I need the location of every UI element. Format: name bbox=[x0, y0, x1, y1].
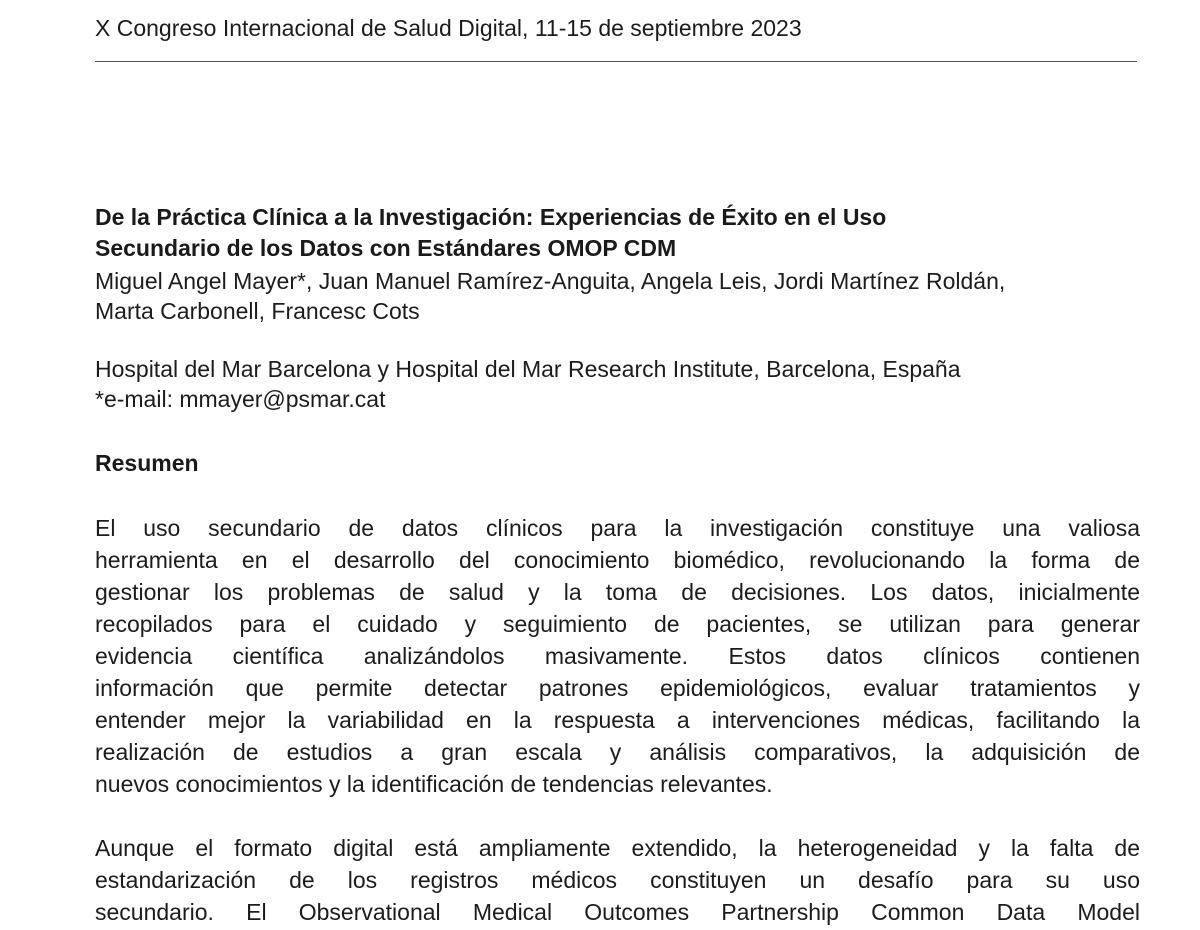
author-line: Miguel Angel Mayer*, Juan Manuel Ramírez-Anguita, Angela Leis, Jordi Martínez Roldán, bbox=[95, 268, 1006, 294]
paragraph-line: evidencia científica analizándolos masivamente. Estos datos clínicos contienen bbox=[95, 643, 1140, 669]
document-page bbox=[95, 0, 1140, 930]
author-line: Marta Carbonell, Francesc Cots bbox=[95, 298, 420, 324]
paragraph-line: Aunque el formato digital está ampliamente extendido, la heterogeneidad y la falta de bbox=[95, 835, 1140, 861]
paragraph-line: información que permite detectar patrones epidemiológicos, evaluar tratamientos y bbox=[95, 675, 1140, 701]
paragraph-line: nuevos conocimientos y la identificación de tendencias relevantes. bbox=[95, 771, 773, 797]
title-line: Secundario de los Datos con Estándares OMOP CDM bbox=[95, 235, 677, 261]
section-heading-resumen: Resumen bbox=[95, 450, 199, 476]
contact-email: *e-mail: mmayer@psmar.cat bbox=[95, 386, 386, 412]
paragraph-line: herramienta en el desarrollo del conocimiento biomédico, revolucionando la forma de bbox=[95, 547, 1140, 573]
paragraph-line: gestionar los problemas de salud y la toma de decisiones. Los datos, inicialmente bbox=[95, 579, 1140, 605]
author-list bbox=[95, 266, 1140, 326]
header-rule bbox=[95, 61, 1137, 62]
paper-title bbox=[95, 202, 1140, 264]
abstract-paragraph-1 bbox=[95, 512, 1140, 800]
title-line: De la Práctica Clínica a la Investigación: Experiencias de Éxito en el Uso bbox=[95, 204, 887, 230]
paragraph-line: estandarización de los registros médicos constituyen un desafío para su uso bbox=[95, 867, 1140, 893]
paragraph-line: realización de estudios a gran escala y análisis comparativos, la adquisición de bbox=[95, 739, 1140, 765]
abstract-paragraph-2 bbox=[95, 832, 1140, 928]
paragraph-line: secundario. El Observational Medical Outcomes Partnership Common Data Model bbox=[95, 899, 1140, 925]
affiliation-line: Hospital del Mar Barcelona y Hospital del Mar Research Institute, Barcelona, España bbox=[95, 356, 961, 382]
running-header: X Congreso Internacional de Salud Digital, 11-15 de septiembre 2023 bbox=[95, 15, 802, 41]
affiliation-block bbox=[95, 354, 1140, 414]
paragraph-line: recopilados para el cuidado y seguimiento de pacientes, se utilizan para generar bbox=[95, 611, 1140, 637]
paragraph-line: El uso secundario de datos clínicos para la investigación constituye una valiosa bbox=[95, 515, 1140, 541]
paragraph-line: entender mejor la variabilidad en la respuesta a intervenciones médicas, facilitando la bbox=[95, 707, 1140, 733]
